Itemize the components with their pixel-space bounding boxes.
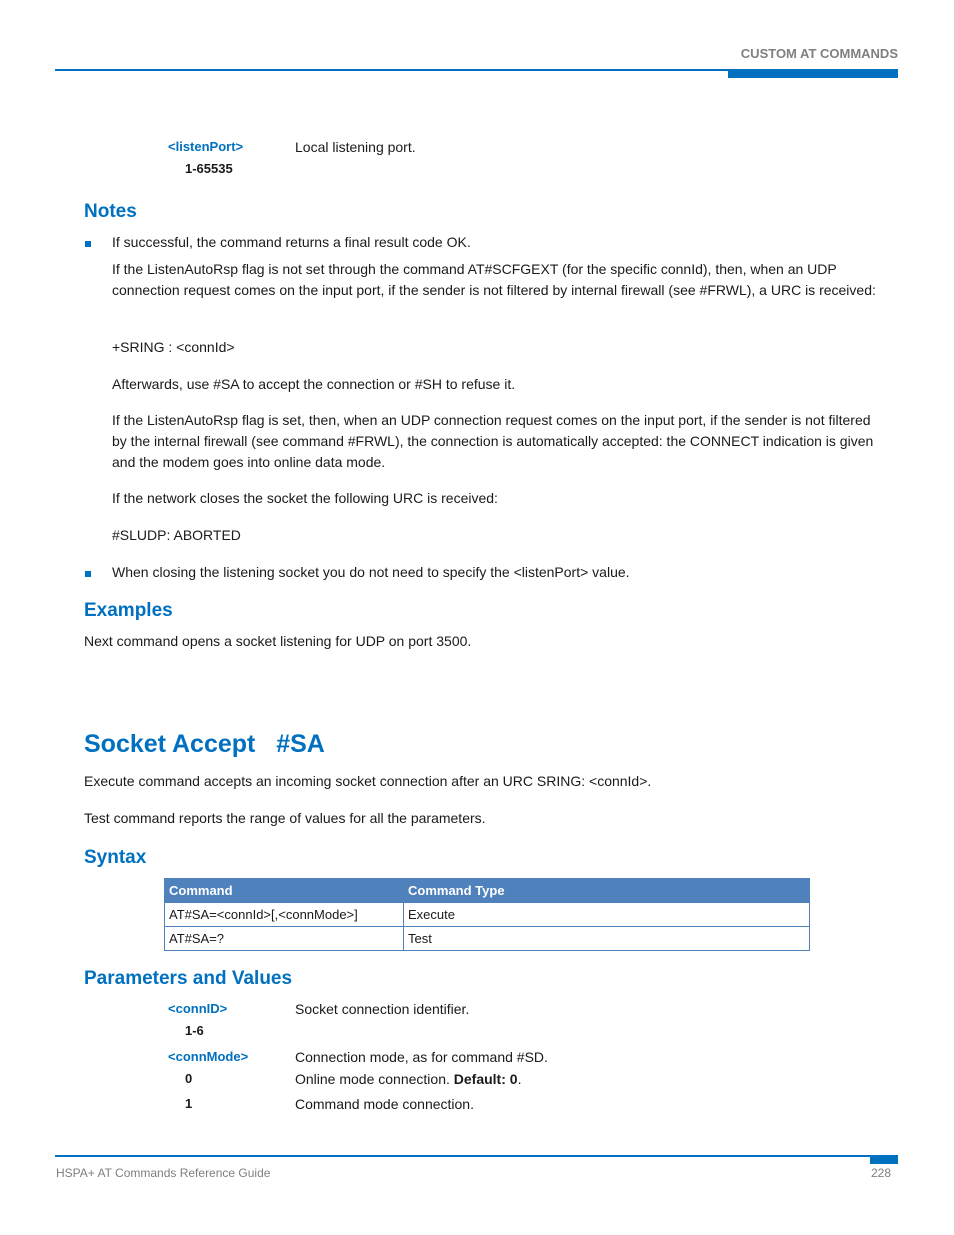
param-name: <connID>	[168, 1001, 228, 1016]
page-number: 228	[870, 1166, 891, 1180]
param-range: 1-6	[185, 1023, 204, 1038]
table-row	[165, 903, 810, 927]
param-name: <connMode>	[168, 1049, 249, 1064]
param-range: 1-65535	[185, 161, 233, 176]
bullet-icon	[85, 571, 91, 577]
note-paragraph: #SLUDP: ABORTED	[112, 527, 241, 543]
note-paragraph: Afterwards, use #SA to accept the connection or #SH to refuse it.	[112, 376, 516, 392]
param-name: <listenPort>	[168, 139, 244, 154]
table-cell: AT#SA=<connId>[,<connMode>]	[165, 903, 404, 927]
param-value: 0	[185, 1071, 193, 1086]
section-desc: Execute command accepts an incoming socket connection after an URC SRING: <connId>.	[84, 773, 652, 789]
footer-rule	[55, 1155, 898, 1157]
param-desc: Local listening port.	[295, 139, 416, 155]
value-desc: Online mode connection.	[295, 1071, 454, 1087]
value-desc-end: .	[517, 1071, 522, 1087]
param-desc: Connection mode, as for command #SD.	[295, 1049, 548, 1065]
table-cell: Test	[404, 927, 810, 951]
column-header: Command Type	[404, 879, 810, 903]
syntax-heading: Syntax	[84, 847, 147, 868]
footer-title: HSPA+ AT Commands Reference Guide	[56, 1166, 271, 1180]
note-paragraph: If the network closes the socket the following URC is received:	[112, 490, 498, 506]
table-row	[165, 927, 810, 951]
note-bullet: When closing the listening socket you do not need to specify the <listenPort> value.	[112, 564, 630, 580]
params-heading: Parameters and Values	[84, 968, 293, 989]
param-desc: Socket connection identifier.	[295, 1001, 470, 1017]
note-paragraph: If the ListenAutoRsp flag is set, then, when an UDP connection request comes on the input port, if the sender is not filtered by the internal firewall (see command #FRWL), the connection is automatically accepted: the CONNECT indication is given and the modem goes into online data mode.	[112, 412, 874, 470]
examples-heading: Examples	[84, 600, 173, 621]
table-cell: AT#SA=?	[165, 927, 404, 951]
bullet-icon	[85, 241, 91, 247]
section-title: Socket Accept #SA	[84, 730, 325, 758]
table-cell: Execute	[404, 903, 810, 927]
note-bullet: If successful, the command returns a final result code OK.	[112, 234, 471, 250]
header-tab	[728, 69, 898, 78]
table-header-row	[165, 879, 810, 903]
note-paragraph: +SRING : <connId>	[112, 339, 235, 355]
param-value-desc: Command mode connection.	[295, 1096, 474, 1112]
notes-heading: Notes	[84, 201, 137, 222]
section-desc: Test command reports the range of values for all the parameters.	[84, 810, 486, 826]
param-value-desc	[295, 1069, 521, 1090]
header-section-label: CUSTOM AT COMMANDS	[740, 46, 898, 61]
param-value: 1	[185, 1096, 193, 1111]
syntax-table	[164, 878, 810, 951]
footer-tab	[870, 1155, 898, 1164]
examples-text: Next command opens a socket listening for UDP on port 3500.	[84, 633, 472, 649]
note-paragraph: If the ListenAutoRsp flag is not set through the command AT#SCFGEXT (for the specific connId), then, when an UDP connection request comes on the input port, if the sender is not filtered by internal firewall (see #FRWL), a URC is received:	[112, 261, 876, 298]
column-header: Command	[165, 879, 404, 903]
default-label: Default: 0	[453, 1071, 518, 1087]
